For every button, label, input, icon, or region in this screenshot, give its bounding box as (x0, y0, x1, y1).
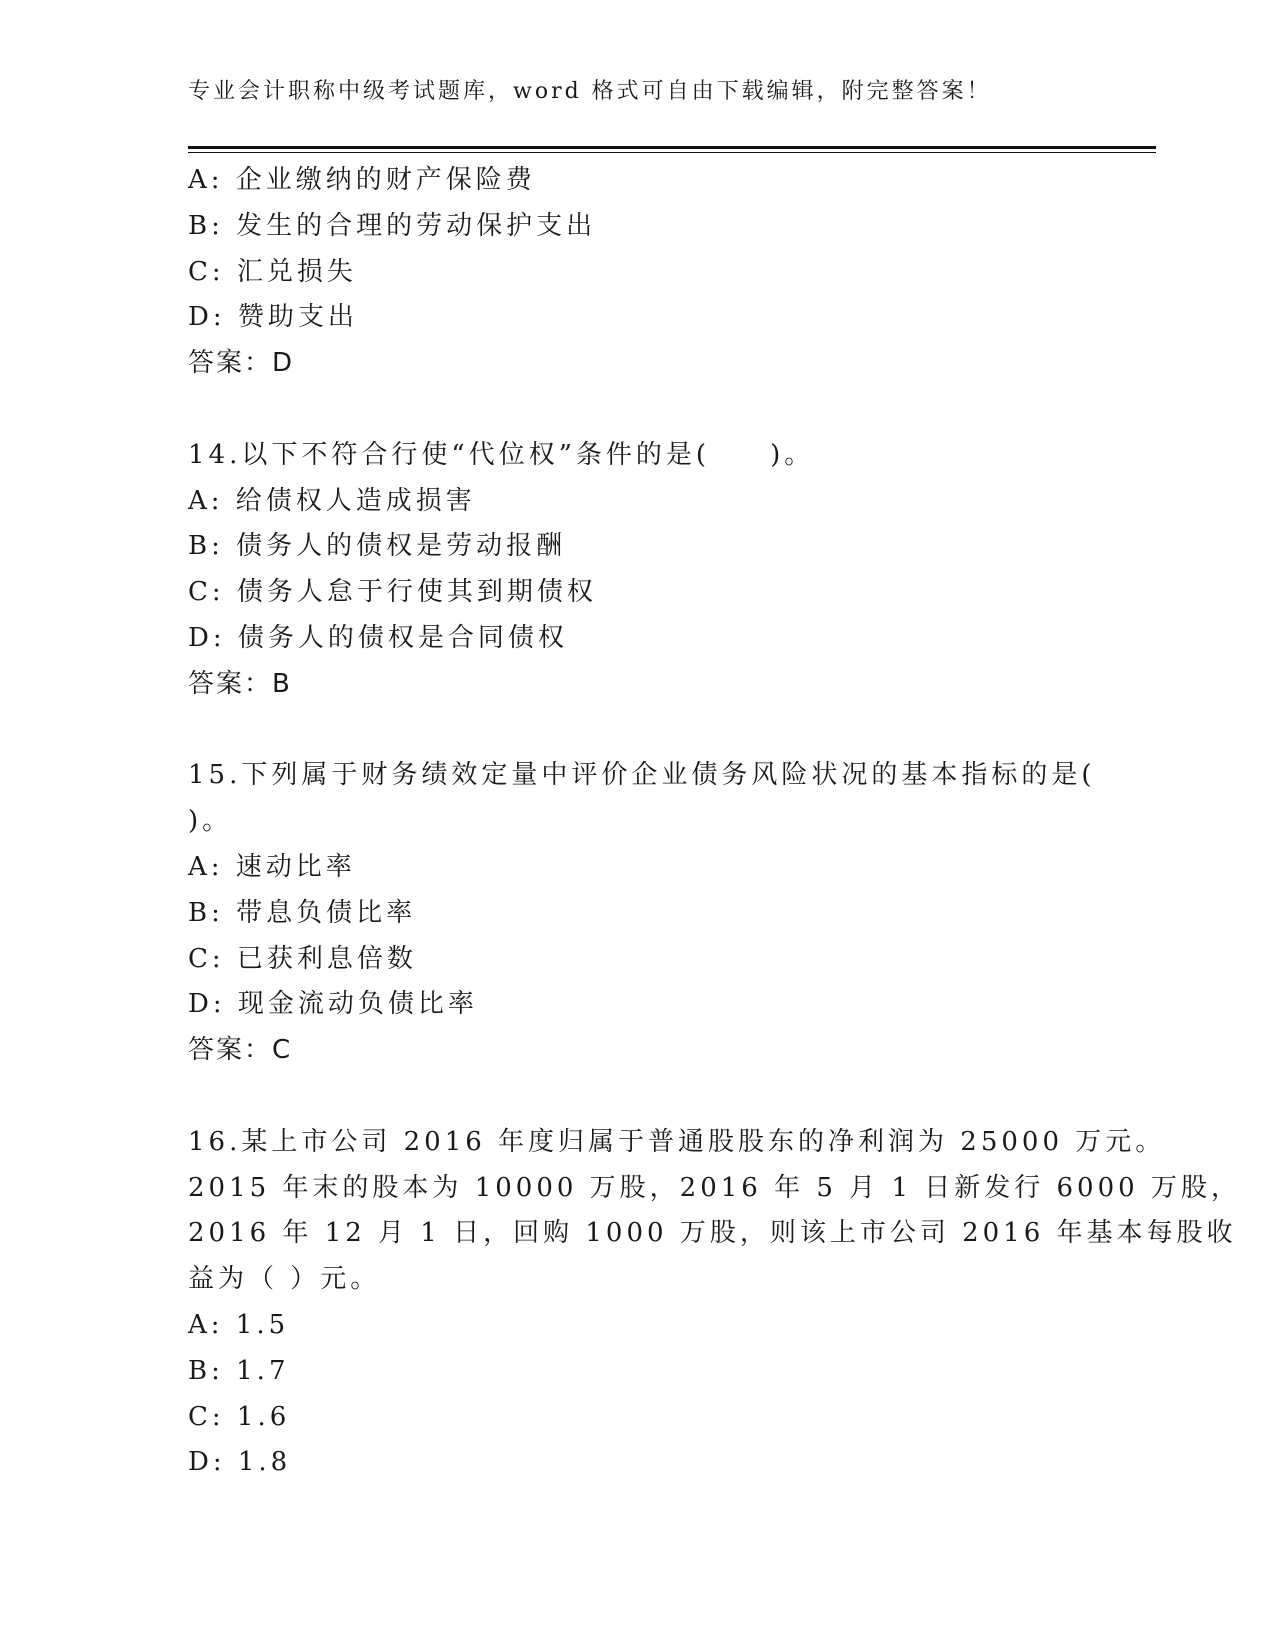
q13-option-a: A: 企业缴纳的财产保险费 (188, 165, 536, 195)
q16-option-a: A: 1.5 (188, 1309, 290, 1340)
q14-stem: 14.以下不符合行使“代位权”条件的是( )。 (188, 439, 815, 470)
q16-stem-line-3: 2016 年 12 月 1 日，回购 1000 万股，则该上市公司 2016 年基本每股收 (188, 1218, 1237, 1249)
q13-option-c: C: 汇兑损失 (188, 256, 357, 287)
q15-stem-line-2: )。 (188, 806, 233, 837)
q14-option-a: A: 给债权人造成损害 (188, 485, 476, 516)
q13-option-b: B: 发生的合理的劳动保护支出 (188, 210, 597, 241)
q16-stem-line-4: 益为（ ）元。 (188, 1264, 381, 1295)
q16-option-d: D: 1.8 (188, 1447, 292, 1478)
q14-option-c: C: 债务人怠于行使其到期债权 (188, 577, 597, 608)
header-rule-thin (188, 152, 1156, 153)
q15-answer: 答案：C (188, 1035, 293, 1066)
question-13 (188, 158, 1088, 387)
header-rule-thick (188, 146, 1156, 149)
document-header: 专业会计职称中级考试题库，word 格式可自由下载编辑，附完整答案！ (188, 79, 992, 104)
q15-stem-line-1: 15.下列属于财务绩效定量中评价企业债务风险状况的基本指标的是( (188, 760, 1096, 791)
q14-option-b: B: 债务人的债权是劳动报酬 (188, 531, 567, 562)
q13-option-d: D: 赞助支出 (188, 302, 358, 333)
q15-option-d: D: 现金流动负债比率 (188, 989, 478, 1020)
q14-option-d: D: 债务人的债权是合同债权 (188, 622, 568, 653)
question-14 (188, 433, 1088, 708)
q15-option-a: A: 速动比率 (188, 851, 356, 882)
q13-answer: 答案：D (188, 348, 295, 379)
q16-option-c: C: 1.6 (188, 1401, 291, 1432)
spacer (188, 708, 1088, 754)
q16-option-b: B: 1.7 (188, 1355, 290, 1386)
q16-stem-line-2: 2015 年末的股本为 10000 万股，2016 年 5 月 1 日新发行 6000 万股， (188, 1172, 1241, 1203)
question-16 (188, 1120, 1241, 1486)
spacer (188, 1074, 1088, 1120)
question-content (188, 158, 1241, 1486)
question-15 (188, 753, 1096, 1074)
q15-option-b: B: 带息负债比率 (188, 897, 417, 928)
q14-answer: 答案：B (188, 668, 292, 699)
q16-stem-line-1: 16.某上市公司 2016 年度归属于普通股股东的净利润为 25000 万元。 (188, 1126, 1166, 1157)
q15-option-c: C: 已获利息倍数 (188, 943, 417, 974)
spacer (188, 387, 1088, 433)
